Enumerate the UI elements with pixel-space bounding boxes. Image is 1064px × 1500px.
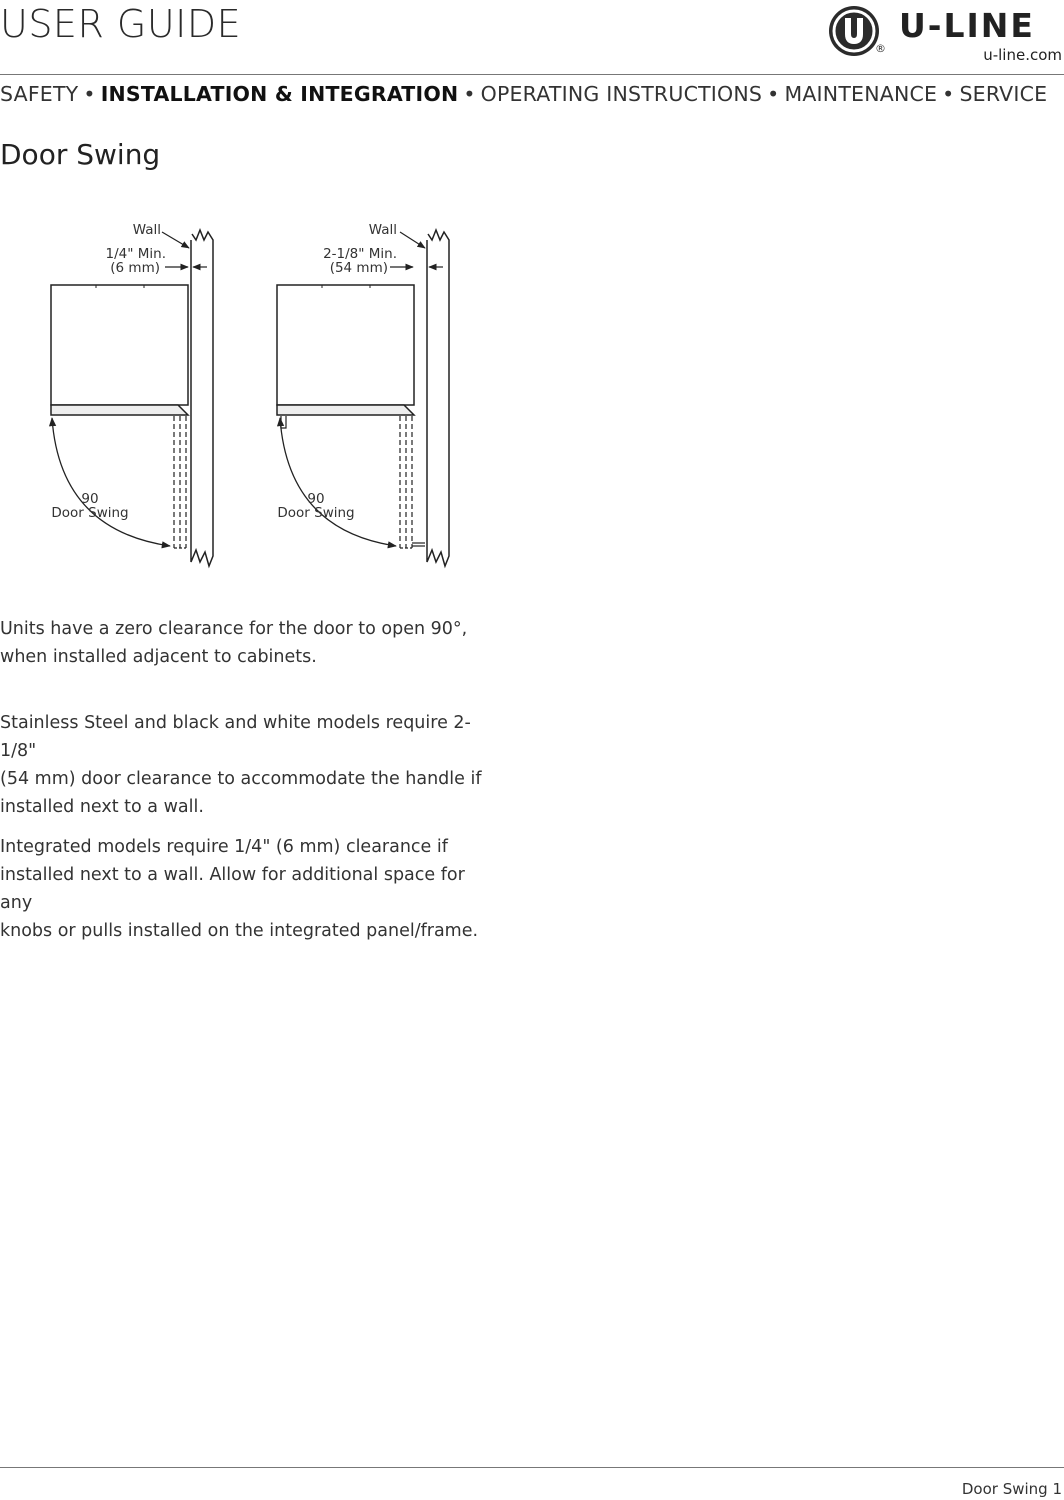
brand-url[interactable]: u-line.com <box>983 46 1062 64</box>
paragraph-line: knobs or pulls installed on the integrated panel/frame. <box>0 921 479 941</box>
wall-label: Wall <box>368 222 397 238</box>
clearance-label-line1: 2-1/8" Min. <box>323 246 397 262</box>
header-divider <box>0 74 1064 75</box>
door-swing-diagram <box>0 210 480 590</box>
door-swing-figure <box>0 210 480 590</box>
nav-separator: • <box>83 82 96 106</box>
nav-separator: • <box>463 82 476 106</box>
nav-item-service[interactable]: SERVICE <box>959 82 1048 106</box>
paragraph-line: Stainless Steel and black and white models require 2-1/8" <box>0 713 471 761</box>
paragraph-line: installed next to a wall. <box>0 797 204 817</box>
nav-separator: • <box>767 82 780 106</box>
registered-mark: ® <box>875 42 886 55</box>
paragraph-line: when installed adjacent to cabinets. <box>0 647 317 667</box>
clearance-label-line1: 1/4" Min. <box>105 246 166 262</box>
swing-angle-label: 90 <box>81 491 99 507</box>
swing-label: Door Swing <box>51 505 129 521</box>
nav-item-safety[interactable]: SAFETY <box>0 82 79 106</box>
nav-item-installation-integration[interactable]: INSTALLATION & INTEGRATION <box>100 82 459 106</box>
paragraph-line: Integrated models require 1/4" (6 mm) clearance if <box>0 837 448 857</box>
paragraph-line: Units have a zero clearance for the door to open 90°, <box>0 619 468 639</box>
cabinet-left <box>51 285 188 405</box>
diagram-right <box>277 222 449 566</box>
brand-logo <box>827 2 1062 66</box>
section-nav <box>0 82 1064 106</box>
nav-item-maintenance[interactable]: MAINTENANCE <box>784 82 938 106</box>
paragraph-line: installed next to a wall. Allow for additional space for any <box>0 865 465 913</box>
cabinet-right <box>277 285 414 405</box>
nav-item-operating-instructions[interactable]: OPERATING INSTRUCTIONS <box>480 82 763 106</box>
clearance-label-line2: (54 mm) <box>329 260 388 276</box>
brand-name: U-LINE <box>899 6 1035 45</box>
swing-angle-label: 90 <box>307 491 325 507</box>
swing-label: Door Swing <box>277 505 355 521</box>
wall-label: Wall <box>132 222 161 238</box>
wall-right <box>427 230 449 566</box>
page-title: Door Swing <box>0 138 161 171</box>
clearance-label-line2: (6 mm) <box>110 260 160 276</box>
diagram-left <box>51 222 213 566</box>
paragraph-line: (54 mm) door clearance to accommodate the handle if <box>0 769 482 789</box>
paragraph-zero-clearance <box>0 615 500 671</box>
nav-separator: • <box>942 82 955 106</box>
footer-divider <box>0 1467 1064 1468</box>
paragraph-stainless-clearance <box>0 709 500 821</box>
wall-left <box>191 230 213 566</box>
page-footer: Door Swing 1 <box>961 1480 1062 1498</box>
u-line-logo-icon <box>827 4 881 58</box>
paragraph-integrated-clearance <box>0 833 500 945</box>
document-title: USER GUIDE <box>0 2 242 46</box>
